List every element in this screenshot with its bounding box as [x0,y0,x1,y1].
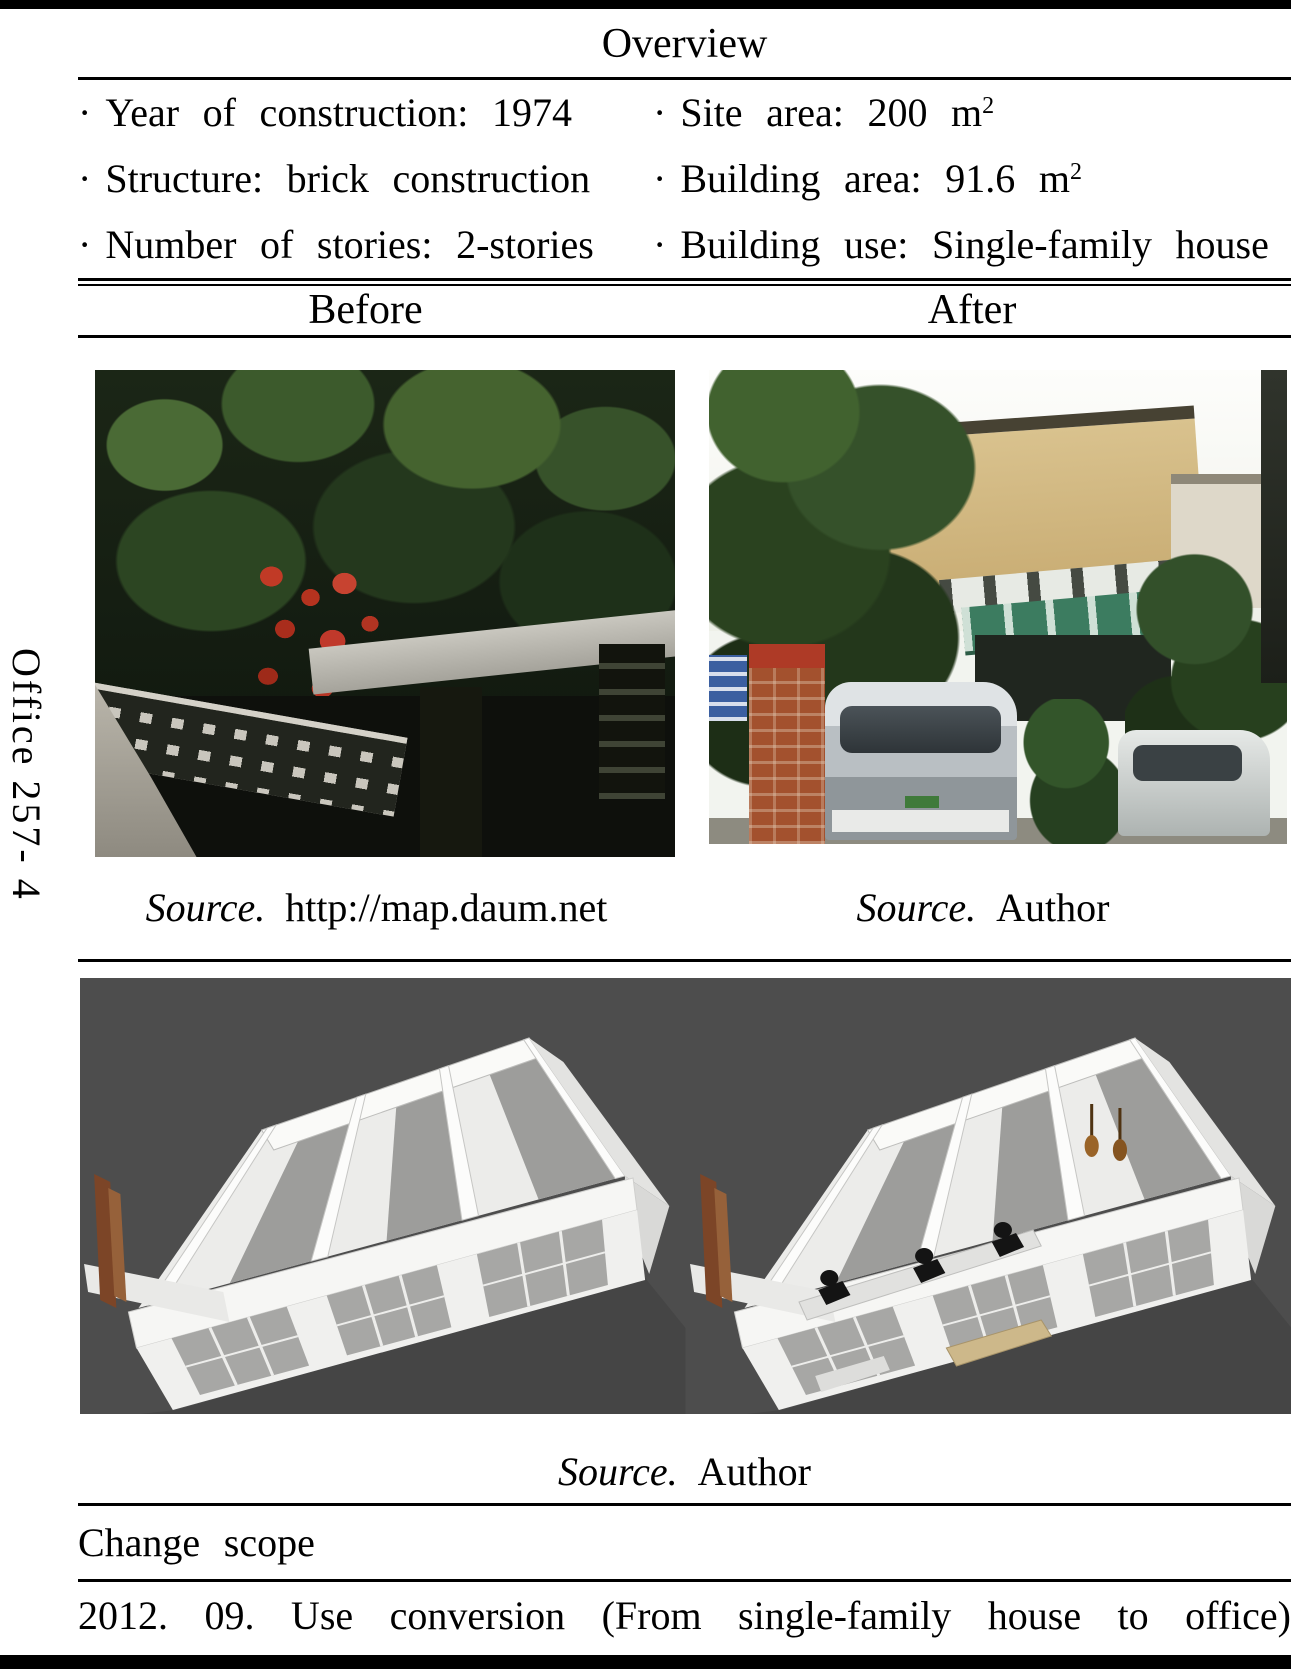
overview-item-text: Site area: 200 m [680,90,983,135]
bullet-dot: · [653,90,667,135]
after-white-car [1118,730,1270,836]
table-top-border [0,0,1291,9]
before-photo [95,370,675,857]
model-3d-before [80,978,686,1414]
rule-under-before-after [78,335,1291,338]
van-bumper [832,810,1009,832]
row-label-office-257-4: Office 257- 4 [4,648,49,902]
after-silver-van [825,682,1017,840]
overview-item-text: Structure: brick construction [105,156,591,201]
source-value: http://map.daum.net [285,885,608,930]
overview-item-stories [78,212,653,278]
bullet-dot: · [78,156,92,201]
after-blue-sign [709,655,747,721]
before-window-grid [599,644,665,799]
overview-item-text: Building use: Single-family house [680,222,1269,267]
before-gate-post [420,687,482,857]
photo-captions-row [78,877,1291,939]
overview-item-text: Year of construction: 1974 [105,90,573,135]
source-prefix: Source. [145,885,266,930]
after-brick-pillar [749,644,825,844]
overview-item-structure [78,146,653,212]
model-caption [78,1441,1291,1503]
overview-table [78,80,1291,278]
overview-item-building-area [653,146,1291,212]
superscript-2: 2 [982,92,995,119]
before-header: Before [308,287,423,333]
source-prefix: Source. [856,885,977,930]
bullet-dot: · [78,90,92,135]
overview-right-column [653,80,1291,278]
double-rule-overview-bottom [78,278,1291,286]
before-after-header-row [78,286,1291,335]
change-scope-label: Change scope [78,1520,315,1565]
overview-item-building-use [653,212,1291,278]
before-red-flowers [234,545,404,720]
overview-title: Overview [601,21,768,67]
table-content [78,9,1291,1651]
bullet-dot: · [653,156,667,201]
model-3d-after [686,978,1291,1414]
bullet-dot: · [78,222,92,267]
overview-item-text: Building area: 91.6 m [680,156,1070,201]
change-scope-value: 2012. 09. Use conversion (From single-family house to office) [78,1593,1291,1638]
source-value: Author [996,885,1110,930]
after-dark-building-edge [1261,370,1287,683]
source-value: Author [697,1449,811,1494]
van-windshield [840,706,1001,753]
superscript-2: 2 [1069,158,1082,185]
car-windshield [1133,745,1242,781]
bullet-dot: · [653,222,667,267]
after-shrub [1010,699,1135,844]
rule-above-model [78,959,1291,962]
source-prefix: Source. [558,1449,678,1494]
van-license-plate [905,796,939,808]
before-caption [78,877,675,939]
overview-item-site-area [653,80,1291,146]
model-3d-panel [80,978,1291,1414]
overview-left-column [78,80,653,278]
table-bottom-border [0,1655,1291,1669]
photo-comparison-row [95,370,1291,857]
after-caption [675,877,1291,939]
overview-item-year [78,80,653,146]
after-photo [709,370,1287,844]
overview-item-text: Number of stories: 2-stories [105,222,594,267]
after-header: After [927,287,1017,333]
